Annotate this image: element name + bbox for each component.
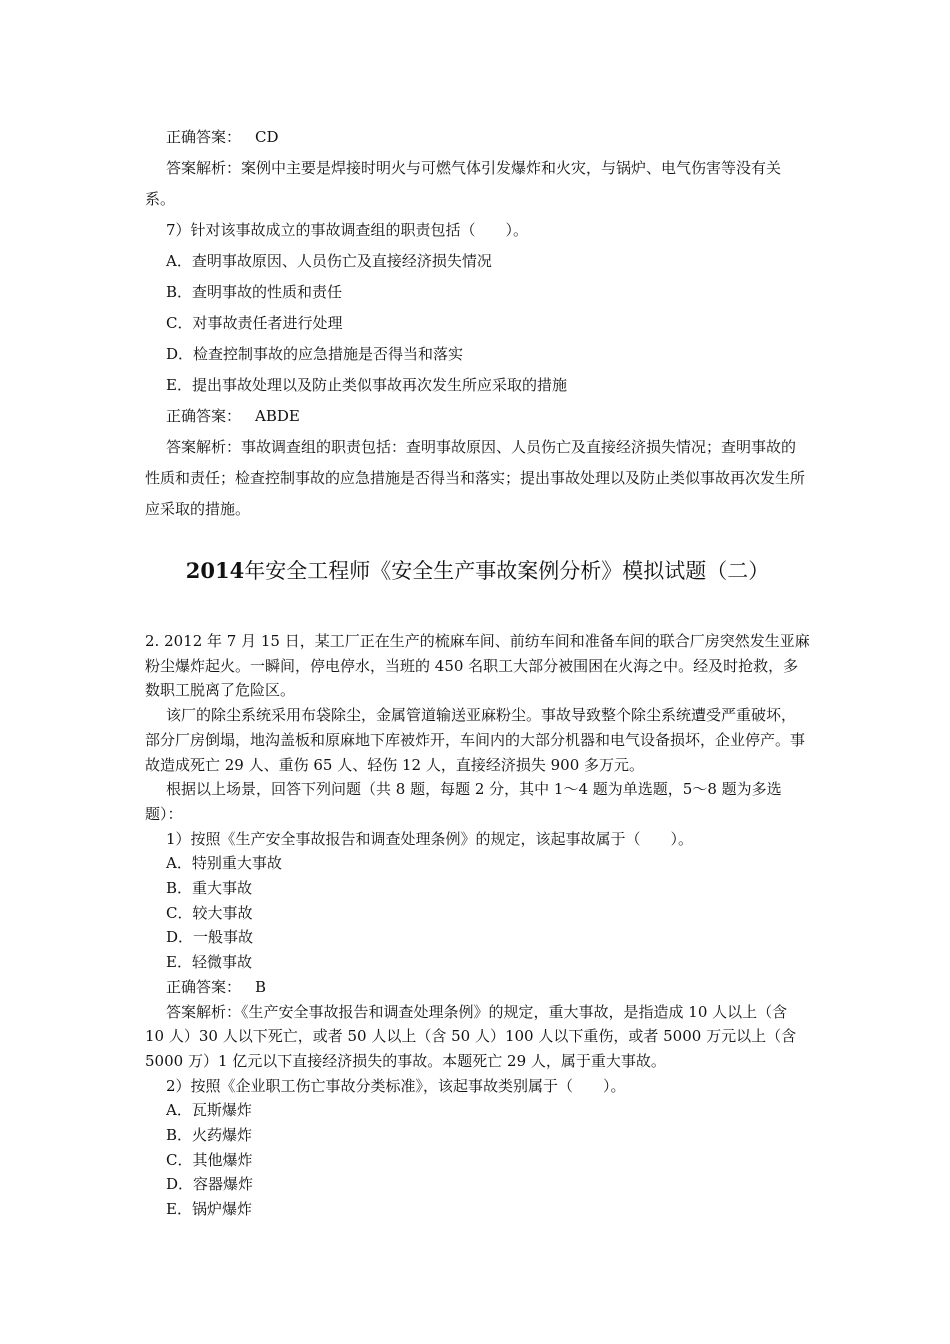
- document-page: [145, 122, 810, 1222]
- question-1: 1）按照《生产安全事故报告和调查处理条例》的规定，该起事故属于（ ）。: [166, 829, 694, 848]
- option-c: C．较大事故: [166, 903, 253, 922]
- case-paragraph: 2. 2012 年 7 月 15 日，某工厂正在生产的梳麻车间、前纺车间和准备车间的联合厂房突然发生亚麻粉尘爆炸起火。一瞬间，停电停水，当班的 450 名职工大部分被围困在火海之中。经及时抢救，多数职工脱离了危险区。: [145, 632, 810, 700]
- option-a: A．查明事故原因、人员伤亡及直接经济损失情况: [166, 252, 492, 270]
- answer-value: B: [255, 977, 267, 996]
- answer-value: ABDE: [255, 407, 300, 425]
- option-b: B．火药爆炸: [166, 1126, 253, 1145]
- option-e: E．轻微事故: [166, 953, 252, 972]
- instructions: 根据以上场景，回答下列问题（共 8 题，每题 2 分，其中 1～4 题为单选题，5～8 题为多选题）：: [145, 780, 782, 823]
- option-c: C．其他爆炸: [166, 1150, 253, 1169]
- answer-line: [145, 975, 810, 1000]
- answer-value: CD: [255, 128, 279, 146]
- title-year: 2014: [185, 558, 245, 583]
- answer-analysis: 答案解析：案例中主要是焊接时明火与可燃气体引发爆炸和火灾，与锅炉、电气伤害等没有关系。: [145, 159, 782, 208]
- option-e: E．提出事故处理以及防止类似事故再次发生所应采取的措施: [166, 376, 567, 394]
- option-a: A．特别重大事故: [166, 854, 282, 873]
- option-b: B．重大事故: [166, 879, 253, 898]
- section-previous-case: [145, 122, 810, 525]
- option-d: D．容器爆炸: [166, 1175, 254, 1194]
- option-c: C．对事故责任者进行处理: [166, 314, 343, 332]
- title-text: 年安全工程师《安全生产事故案例分析》模拟试题（二）: [244, 559, 770, 583]
- answer-label: 正确答案：: [166, 407, 242, 425]
- answer-analysis: 答案解析：《生产安全事故报告和调查处理条例》的规定，重大事故，是指造成 10 人以上（含 10 人）30 人以下死亡，或者 50 人以上（含 50 人）100 人以下重伤，或者 5000 万元以上（含 5000 万）1 亿元以下直接经济损失的事故。本题死亡 29 人，属于重大事故。: [145, 1002, 797, 1070]
- section-case-2: [145, 629, 810, 1222]
- question-7: 7）针对该事故成立的事故调查组的职责包括（ ）。: [166, 221, 529, 239]
- answer-label: 正确答案：: [166, 128, 242, 146]
- answer-analysis: 答案解析：事故调查组的职责包括：查明事故原因、人员伤亡及直接经济损失情况；查明事故的性质和责任；检查控制事故的应急措施是否得当和落实；提出事故处理以及防止类似事故再次发生所应采取的措施。: [145, 438, 806, 518]
- option-a: A．瓦斯爆炸: [166, 1101, 252, 1120]
- page-title: [145, 556, 810, 586]
- answer-line: [145, 122, 810, 153]
- option-d: D．检查控制事故的应急措施是否得当和落实: [166, 345, 464, 363]
- option-e: E．锅炉爆炸: [166, 1200, 252, 1219]
- answer-label: 正确答案：: [166, 977, 242, 996]
- case-paragraph: 该厂的除尘系统采用布袋除尘，金属管道输送亚麻粉尘。事故导致整个除尘系统遭受严重破坏，部分厂房倒塌，地沟盖板和原麻地下库被炸开，车间内的大部分机器和电气设备损坏，企业停产。事故造成死亡 29 人、重伤 65 人、轻伤 12 人，直接经济损失 900 多万元。: [145, 706, 806, 774]
- option-d: D．一般事故: [166, 928, 254, 947]
- option-b: B．查明事故的性质和责任: [166, 283, 343, 301]
- answer-line: [145, 401, 810, 432]
- question-2: 2）按照《企业职工伤亡事故分类标准》，该起事故类别属于（ ）。: [166, 1076, 626, 1095]
